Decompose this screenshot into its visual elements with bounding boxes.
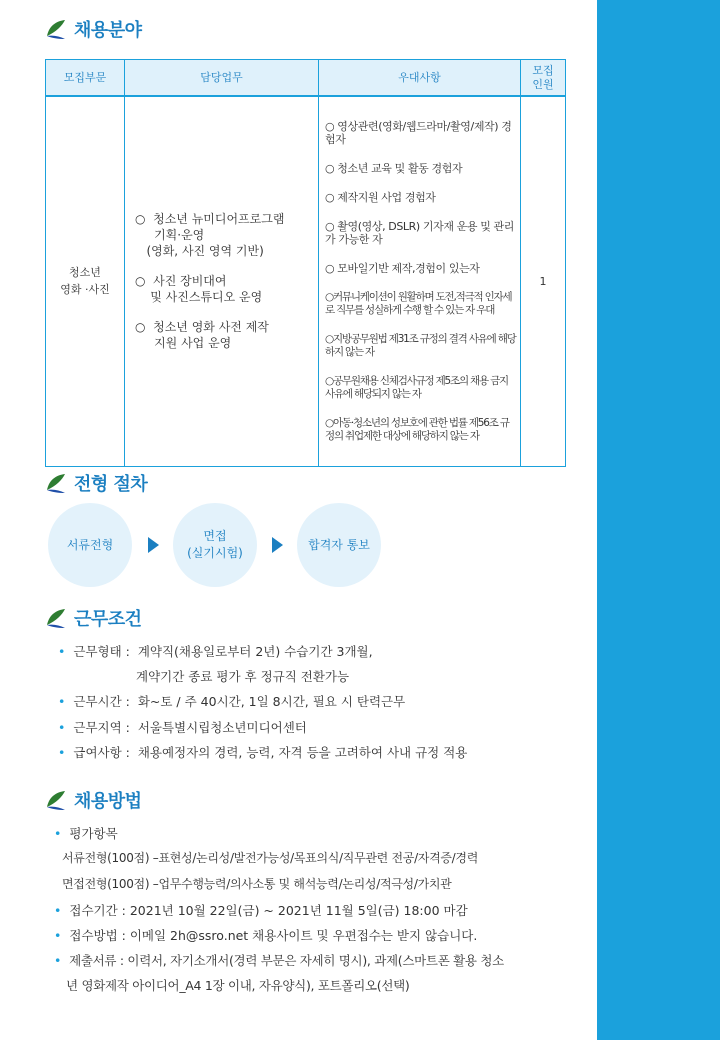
leaf-icon: [44, 472, 68, 494]
recruit-table: [45, 59, 566, 467]
bullet-icon: •: [58, 745, 66, 760]
bullet-icon: •: [54, 953, 62, 968]
table-header-row: [46, 60, 566, 97]
process-step-label: (실기시험): [187, 546, 243, 560]
condition-type: [58, 642, 373, 660]
method-eval: [54, 824, 118, 842]
dept-cell: [46, 96, 125, 466]
duty-line: 기획·운영: [135, 228, 205, 243]
bullet-icon: •: [54, 903, 62, 918]
pref-item: ○아동·청소년의 성보호에 관한 법률 제56조 규정의 취업제한 대상에 해당하지 않는 자: [325, 416, 509, 442]
method-period: [54, 901, 468, 919]
table-row: [46, 96, 566, 466]
header-pref: 우대사항: [319, 60, 521, 97]
condition-pay: [58, 743, 467, 761]
pref-item: ○ 영상관련(영화/웹드라마/촬영/제작) 경험자: [325, 119, 512, 146]
pref-item: ○지방공무원법 제31조 규정의 결격 사유에 해당하지 않는 자: [325, 332, 516, 358]
method-docs-cont: 년 영화제작 아이디어_A4 1장 이내, 자유양식), 포트폴리오(선택): [66, 978, 410, 993]
duty-line: ○ 청소년 영화 사전 제작: [135, 320, 269, 335]
pref-item: ○ 모바일기반 제작,경험이 있는자: [325, 261, 480, 275]
count-cell: 1: [521, 96, 566, 466]
bullet-icon: •: [54, 928, 62, 943]
header-count: [521, 60, 566, 97]
duty-line: (영화, 사진 영역 기반): [135, 244, 264, 259]
duty-item: [135, 273, 318, 305]
method-eval-doc: 서류전형(100점) –표현성/논리성/발전가능성/목표의식/직무관련 전공/자격증/경력: [62, 851, 479, 865]
pref-item: ○ 촬영(영상, DSLR) 기자재 운용 및 관리가 가능한 자: [325, 219, 514, 246]
condition-value: 채용예정자의 경력, 능력, 자격 등을 고려하여 사내 규정 적용: [137, 745, 468, 760]
section-title-recruit-field: [44, 16, 142, 42]
section-title-text: 채용방법: [74, 791, 142, 812]
header-count-line2: 인원: [532, 77, 554, 91]
method-eval-interview: 면접전형(100점) –업무수행능력/의사소통 및 해석능력/논리성/적극성/가치관: [62, 877, 452, 891]
arrow-right-icon: [272, 537, 283, 553]
leaf-icon: [44, 789, 68, 811]
process-step-label: 면접: [203, 529, 227, 543]
condition-label: 근무시간 :: [73, 694, 130, 709]
bullet-icon: •: [58, 644, 66, 659]
dept-line1: 청소년: [69, 266, 101, 280]
section-title-conditions: [44, 605, 142, 631]
pref-item: ○커뮤니케이션이 원활하며 도전,적극적 인자세로 직무를 성실하게 수행 할 수 있는 자 우대: [325, 290, 512, 316]
condition-value: 화~토 / 주 40시간, 1일 8시간, 필요 시 탄력근무: [137, 694, 406, 709]
pref-cell: [319, 96, 521, 466]
condition-value: 서울특별시립청소년미디어센터: [137, 720, 307, 735]
dept-line2: 영화 ·사진: [60, 283, 110, 297]
leaf-icon: [44, 18, 68, 40]
header-dept: 모집부문: [46, 60, 125, 97]
duty-line: 지원 사업 운영: [135, 336, 232, 351]
pref-item: ○ 청소년 교육 및 활동 경험자: [325, 161, 463, 175]
process-step-label: 서류전형: [66, 537, 114, 552]
condition-type-cont: 계약기간 종료 평가 후 정규직 전환가능: [136, 669, 350, 684]
process-step-notify: [297, 503, 381, 587]
method-label: 평가항목: [69, 826, 118, 841]
condition-label: 근무형태 :: [73, 644, 130, 659]
condition-hours: [58, 692, 405, 710]
pref-item: ○공무원채용 신체검사규정 제5조의 채용 금지사유에 해당되지 않는 자: [325, 374, 508, 400]
right-sidebar-band: [597, 0, 720, 1040]
bullet-icon: •: [58, 694, 66, 709]
leaf-icon: [44, 607, 68, 629]
arrow-right-icon: [148, 537, 159, 553]
section-title-text: 전형 절차: [74, 474, 148, 495]
pref-item: ○ 제작지원 사업 경험자: [325, 190, 436, 204]
method-docs: [54, 951, 504, 969]
condition-label: 급여사항 :: [73, 745, 130, 760]
process-step-label: 합격자 통보: [308, 537, 370, 552]
condition-label: 근무지역 :: [73, 720, 130, 735]
process-step-document: [48, 503, 132, 587]
bullet-icon: •: [58, 720, 66, 735]
method-text: 접수기간 : 2021년 10월 22일(금) ~ 2021년 11월 5일(금) 18:00 마감: [69, 903, 468, 918]
section-title-text: 채용분야: [74, 20, 142, 41]
duty-line: 및 사진스튜디오 운영: [135, 290, 263, 305]
condition-value: 계약직(채용일로부터 2년) 수습기간 3개월,: [137, 644, 373, 659]
duty-item: [135, 211, 318, 259]
duty-cell: [125, 96, 319, 466]
header-count-line1: 모집: [532, 63, 554, 77]
condition-place: [58, 718, 307, 736]
bullet-icon: •: [54, 826, 62, 841]
method-text: 제출서류 : 이력서, 자기소개서(경력 부문은 자세히 명시), 과제(스마트폰 활용 청소: [69, 953, 504, 968]
header-duty: 담당업무: [125, 60, 319, 97]
section-title-text: 근무조건: [74, 609, 142, 630]
duty-line: ○ 청소년 뉴미디어프로그램: [135, 212, 285, 227]
process-step-interview: [173, 503, 257, 587]
method-how: [54, 926, 477, 944]
duty-line: ○ 사진 장비대여: [135, 274, 227, 289]
section-title-method: [44, 787, 142, 813]
section-title-process: [44, 470, 147, 496]
duty-item: [135, 319, 318, 351]
method-text: 접수방법 : 이메일 2h@ssro.net 채용사이트 및 우편접수는 받지 않습니다.: [69, 928, 478, 943]
